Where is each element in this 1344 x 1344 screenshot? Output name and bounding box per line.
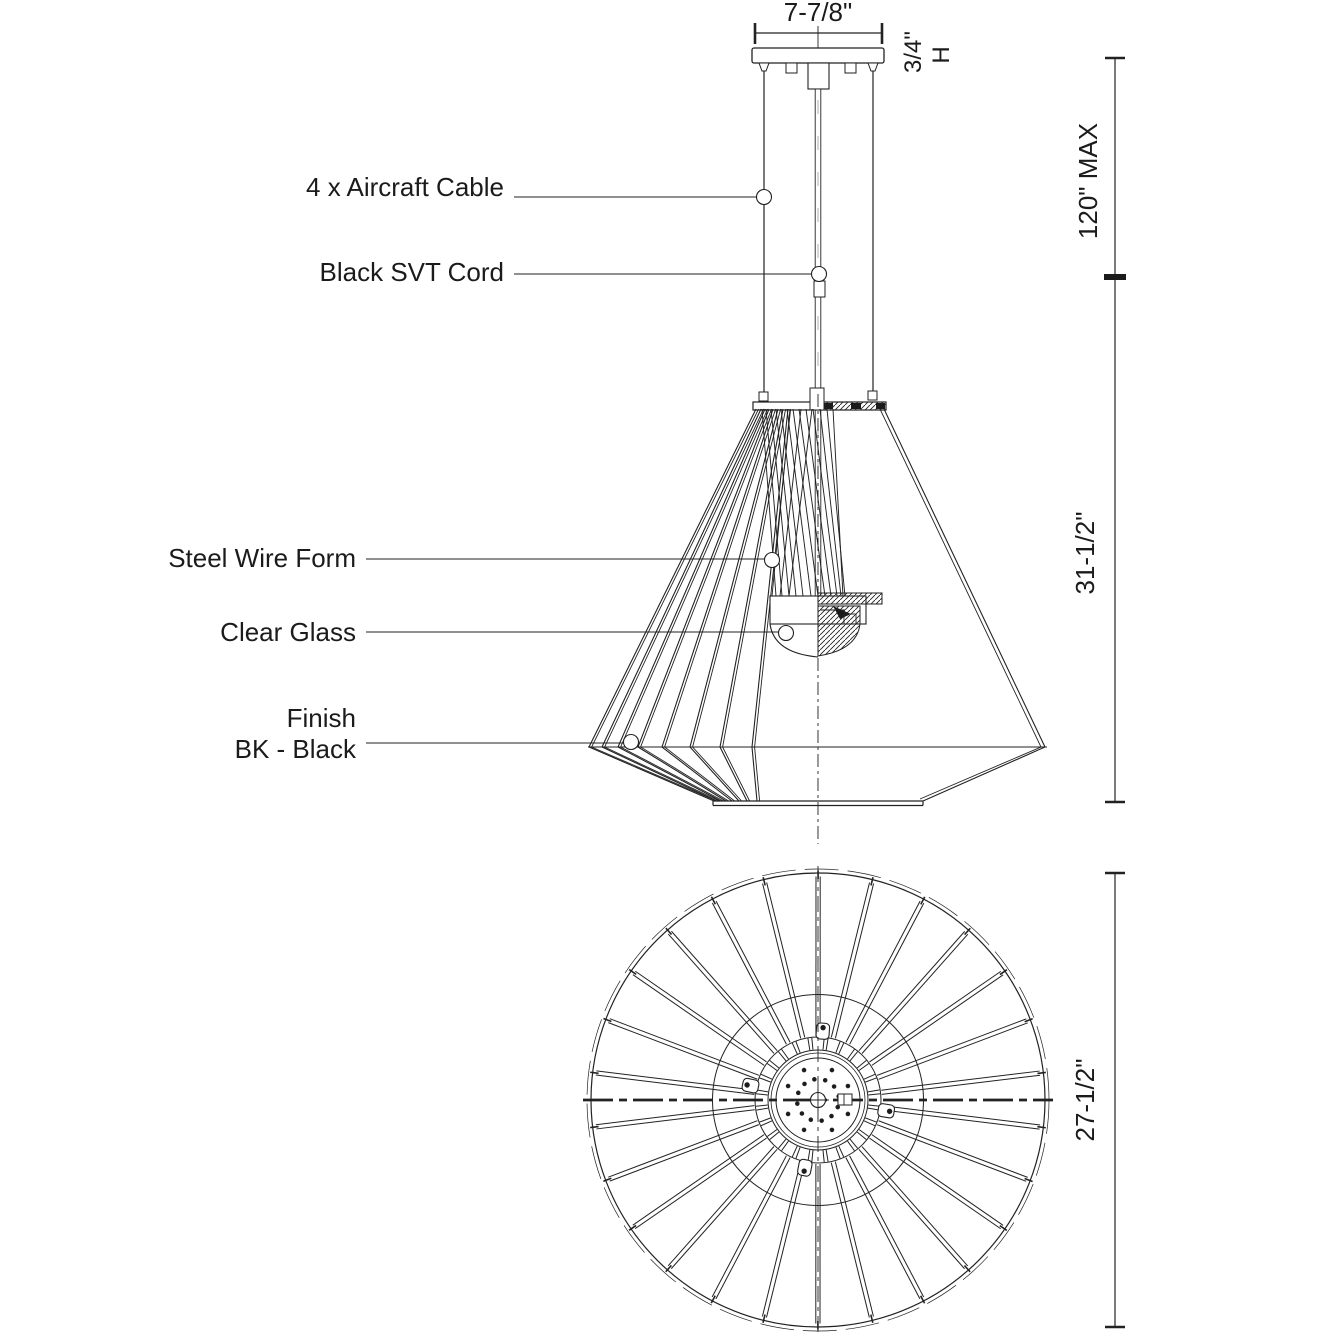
- callout-finish-2: BK - Black: [234, 734, 356, 764]
- dim-suspension-max: 120" MAX: [1073, 122, 1103, 240]
- leader-dot-clear-glass: [779, 626, 794, 641]
- leader-dot-aircraft-cable: [757, 190, 772, 205]
- callout-clear-glass: Clear Glass: [220, 617, 356, 647]
- clear-glass-bowl: [770, 624, 818, 657]
- wire-form-bundle-wires: [762, 409, 845, 596]
- plan-connector: [838, 1094, 852, 1105]
- callout-svt-cord: Black SVT Cord: [319, 257, 504, 287]
- leader-dot-svt-cord: [812, 267, 827, 282]
- dim-shade-diameter: 27-1/2": [1070, 1058, 1100, 1142]
- canopy-height-dimension: [900, 31, 955, 73]
- plan-cord-grip: [807, 1089, 852, 1111]
- callout-finish-1: Finish: [286, 703, 356, 733]
- canopy: [752, 26, 884, 89]
- callout-steel-wire-form: Steel Wire Form: [168, 543, 356, 573]
- callout-aircraft-cable: 4 x Aircraft Cable: [306, 172, 504, 202]
- dim-canopy-height: 3/4": [900, 31, 927, 73]
- plan-view: [583, 866, 1125, 1334]
- dim-fixture-height: 31-1/2": [1070, 511, 1100, 595]
- dim-canopy-width: 7-7/8": [783, 0, 853, 27]
- callouts: [168, 172, 826, 764]
- suspension-cables: [764, 71, 873, 596]
- height-dimensions: [1070, 58, 1126, 802]
- elevation-view: [168, 0, 1126, 844]
- diameter-dimension: [1070, 873, 1125, 1327]
- canopy-width-dimension: [755, 0, 882, 44]
- leader-dot-steel-wire-form: [765, 553, 780, 568]
- wire-form-hub: [753, 388, 886, 410]
- cord-splice: [814, 281, 825, 297]
- dim-canopy-height-suffix: H: [928, 46, 955, 64]
- leader-dot-finish: [624, 735, 639, 750]
